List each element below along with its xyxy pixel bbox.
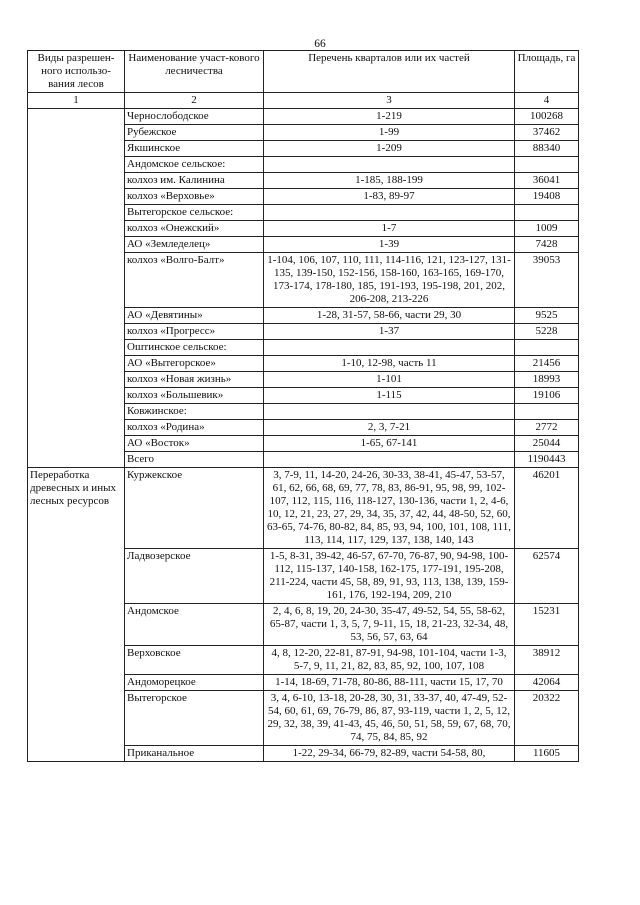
forestry-name: колхоз «Родина» [125, 420, 264, 436]
quarters-list: 1-115 [264, 388, 515, 404]
area-value: 37462 [515, 125, 579, 141]
forestry-name: Вытегорское [125, 691, 264, 746]
area-value: 19408 [515, 189, 579, 205]
column-number: 2 [125, 93, 264, 109]
area-value: 7428 [515, 237, 579, 253]
forestry-name: Чернослободское [125, 109, 264, 125]
forestry-name: Андомское сельское: [125, 157, 264, 173]
column-number: 4 [515, 93, 579, 109]
quarters-list: 1-185, 188-199 [264, 173, 515, 189]
area-value: 25044 [515, 436, 579, 452]
forestry-name: колхоз «Верховье» [125, 189, 264, 205]
area-value: 36041 [515, 173, 579, 189]
forestry-name: Ковжинское: [125, 404, 264, 420]
quarters-list [264, 340, 515, 356]
area-value: 21456 [515, 356, 579, 372]
quarters-list [264, 404, 515, 420]
forestry-name: колхоз им. Калинина [125, 173, 264, 189]
area-value: 46201 [515, 468, 579, 549]
forestry-name: Рубежское [125, 125, 264, 141]
forestry-name: АО «Восток» [125, 436, 264, 452]
quarters-list: 1-10, 12-98, часть 11 [264, 356, 515, 372]
quarters-list [264, 205, 515, 221]
quarters-list: 1-209 [264, 141, 515, 157]
forestry-name: Верховское [125, 646, 264, 675]
quarters-list: 3, 4, 6-10, 13-18, 20-28, 30, 31, 33-37, 40, 47-49, 52-54, 60, 61, 69, 76-79, 86, 87, 93-119, части 1, 2, 5, 12, 29, 32, 38, 39, 41-43, 45, 46, 50, 51, 58, 59, 67, 68, 70, 74, 75, 84, 85, 92 [264, 691, 515, 746]
area-value [515, 340, 579, 356]
area-value [515, 404, 579, 420]
forestry-name: колхоз «Новая жизнь» [125, 372, 264, 388]
forestry-name: Андоморецкое [125, 675, 264, 691]
area-value: 11605 [515, 746, 579, 762]
area-value [515, 157, 579, 173]
quarters-list: 1-37 [264, 324, 515, 340]
forestry-name: Приканальное [125, 746, 264, 762]
quarters-list: 2, 3, 7-21 [264, 420, 515, 436]
quarters-list: 1-7 [264, 221, 515, 237]
forestry-name: Куржекское [125, 468, 264, 549]
quarters-list: 1-99 [264, 125, 515, 141]
quarters-list: 1-65, 67-141 [264, 436, 515, 452]
table-body [28, 109, 579, 762]
header-quarters: Перечень кварталов или их частей [264, 51, 515, 93]
area-value: 5228 [515, 324, 579, 340]
header-forestry-name: Наименование участ-кового лесничества [125, 51, 264, 93]
quarters-list: 1-28, 31-57, 58-66, части 29, 30 [264, 308, 515, 324]
quarters-list: 2, 4, 6, 8, 19, 20, 24-30, 35-47, 49-52, 54, 55, 58-62, 65-87, части 1, 3, 5, 7, 9-11, 15, 18, 21-23, 32-34, 48, 53, 56, 57, 63, 64 [264, 604, 515, 646]
area-value: 100268 [515, 109, 579, 125]
use-type-cell: Переработка древесных и иных лесных ресурсов [28, 468, 125, 762]
header-area: Площадь, га [515, 51, 579, 93]
quarters-list: 1-14, 18-69, 71-78, 80-86, 88-111, части 15, 17, 70 [264, 675, 515, 691]
area-value: 38912 [515, 646, 579, 675]
forestry-name: АО «Девятины» [125, 308, 264, 324]
forestry-name: колхоз «Большевик» [125, 388, 264, 404]
forestry-name: Якшинское [125, 141, 264, 157]
forest-use-table [27, 50, 579, 762]
header-use-type: Виды разрешен-ного использо-вания лесов [28, 51, 125, 93]
column-number-row [28, 93, 579, 109]
forestry-name: Вытегорское сельское: [125, 205, 264, 221]
quarters-list: 1-22, 29-34, 66-79, 82-89, части 54-58, 80, [264, 746, 515, 762]
area-value: 42064 [515, 675, 579, 691]
area-value: 88340 [515, 141, 579, 157]
page-number: 66 [314, 38, 326, 50]
quarters-list: 4, 8, 12-20, 22-81, 87-91, 94-98, 101-104, части 1-3, 5-7, 9, 11, 21, 82, 83, 85, 92, 100, 107, 108 [264, 646, 515, 675]
area-value: 9525 [515, 308, 579, 324]
forestry-name: колхоз «Онежский» [125, 221, 264, 237]
column-number: 3 [264, 93, 515, 109]
quarters-list: 1-104, 106, 107, 110, 111, 114-116, 121, 123-127, 131-135, 139-150, 152-156, 158-160, 163-165, 169-170, 173-174, 178-180, 185, 191-193, 195-198, 201, 202, 206-208, 213-226 [264, 253, 515, 308]
forestry-name: колхоз «Волго-Балт» [125, 253, 264, 308]
forestry-name: Ладвозерское [125, 549, 264, 604]
forestry-name: Андомское [125, 604, 264, 646]
area-value: 18993 [515, 372, 579, 388]
table-row [28, 109, 579, 125]
forestry-name: АО «Земледелец» [125, 237, 264, 253]
quarters-list: 1-39 [264, 237, 515, 253]
table-row [28, 468, 579, 549]
forestry-name: Оштинское сельское: [125, 340, 264, 356]
area-value: 15231 [515, 604, 579, 646]
total-label: Всего [125, 452, 264, 468]
total-area: 1190443 [515, 452, 579, 468]
column-number: 1 [28, 93, 125, 109]
quarters-list: 3, 7-9, 11, 14-20, 24-26, 30-33, 38-41, 45-47, 53-57, 61, 62, 66, 68, 69, 77, 78, 83, 86-91, 95, 98, 99, 102-107, 112, 115, 116, 118-127, 130-136, части 1, 2, 4-6, 10, 12, 21, 23, 27, 29, 34, 35, 37, 42, 44, 48-50, 52, 60, 63-65, 74-76, 80-82, 84, 85, 93, 94, 100, 101, 108, 111, 113, 114, 117, 129, 137, 138, 140, 143 [264, 468, 515, 549]
forestry-name: колхоз «Прогресс» [125, 324, 264, 340]
total-quarters [264, 452, 515, 468]
area-value: 62574 [515, 549, 579, 604]
quarters-list: 1-219 [264, 109, 515, 125]
quarters-list: 1-83, 89-97 [264, 189, 515, 205]
forestry-name: АО «Вытегорское» [125, 356, 264, 372]
quarters-list [264, 157, 515, 173]
header-row [28, 51, 579, 93]
use-type-cell-empty [28, 109, 125, 468]
quarters-list: 1-101 [264, 372, 515, 388]
area-value: 1009 [515, 221, 579, 237]
area-value [515, 205, 579, 221]
area-value: 2772 [515, 420, 579, 436]
quarters-list: 1-5, 8-31, 39-42, 46-57, 67-70, 76-87, 90, 94-98, 100-112, 115-137, 140-158, 162-175, 177-191, 195-208, 211-224, части 45, 58, 89, 91, 93, 113, 138, 139, 159-161, 176, 192-194, 209, 210 [264, 549, 515, 604]
area-value: 19106 [515, 388, 579, 404]
area-value: 20322 [515, 691, 579, 746]
area-value: 39053 [515, 253, 579, 308]
